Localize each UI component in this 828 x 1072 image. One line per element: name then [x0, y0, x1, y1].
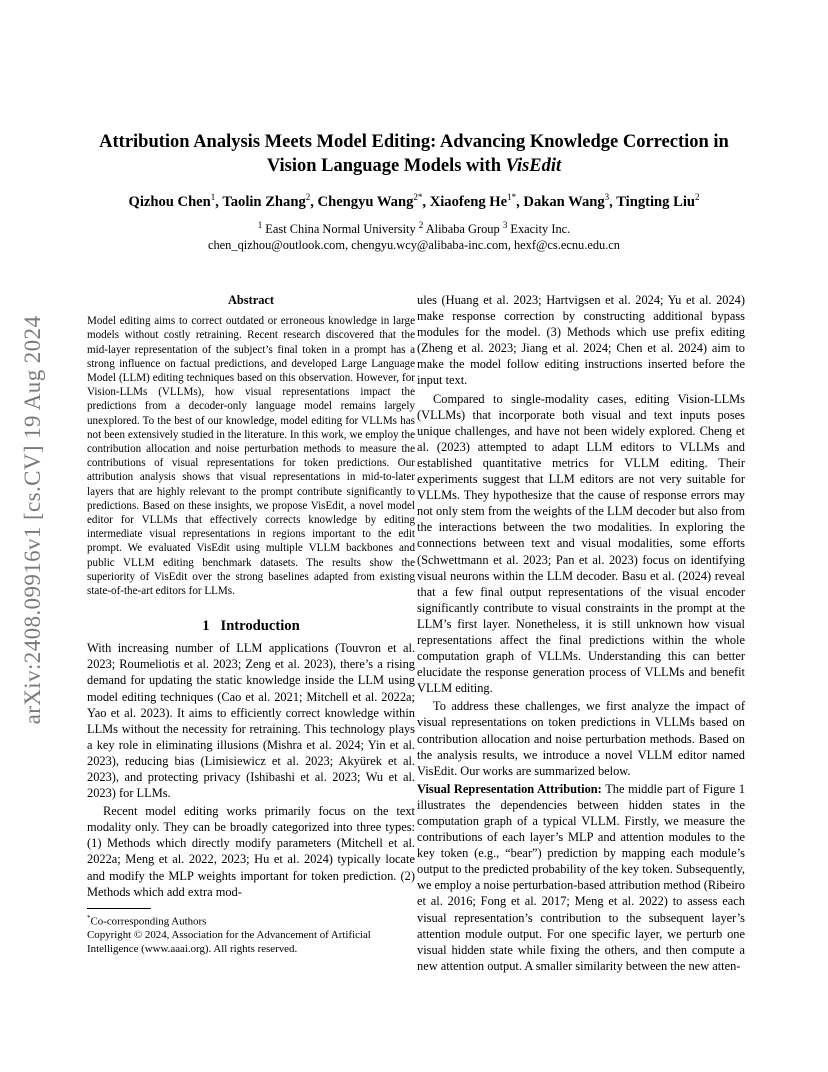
affil-marker: 3 — [502, 220, 508, 230]
abstract-text: Model editing aims to correct outdated or erroneous knowledge in large models without costly retraining. Recent research discovered that the mid-layer representation of the subject’s final token in a prompt has a strong influence on factual predictions, and developed Large Language Model (LLM) editing techniques based on this observation. However, for Vision-LLMs (VLLMs), how visual representations impact the predictions from a decoder-only language model remains largely unexplored. To the best of our knowledge, model editing for VLLMs has not been extensively studied in the literature. In this work, we employ the contribution allocation and noise perturbation methods to measure the contributions of visual representations for token predictions. Our attribution analysis shows that visual representations in mid-to-later layers that are highly relevant to the prompt contribute significantly to predictions. Based on these insights, we propose VisEdit, a novel model editor for VLLMs that effectively corrects knowledge by editing intermediate visual representations in regions important to the edit prompt. We evaluated VisEdit using multiple VLLM backbones and public VLLM editing benchmark datasets. The results show the superiority of VisEdit over the strong baselines adapted from existing state-of-the-art editors for LLMs. — [87, 315, 415, 597]
author-affil-marker: 2 — [305, 192, 311, 202]
vra-heading: Visual Representation Attribution: — [417, 781, 602, 796]
footnote-note-text: Co-corresponding Authors — [90, 915, 207, 928]
emails: chen_qizhou@outlook.com, chengyu.wcy@alibaba-inc.com, hexf@cs.ecnu.edu.cn — [207, 238, 620, 253]
author-affil-marker: 1 — [210, 192, 216, 202]
paper-title — [70, 130, 758, 178]
title-line-2-text: Vision Language Models with — [266, 156, 506, 176]
left-column — [87, 292, 415, 900]
vra-text: The middle part of Figure 1 illustrates the dependencies between hidden states in the computation graph of a typical VLLM. Firstly, we measure the contributions of each layer’s MLP and attention modules to the key token (e.g., “bear”) prediction by mapping each module’s output to the predicted probability of the key token. Subsequently, we employ a noise perturbation-based attribution method (Ribeiro et al. 2016; Fong et al. 2017; Meng et al. 2022) to assess each visual representation’s contribution to the subsequent layer’s attention module output. For one specific layer, we perturb one visual hidden state while fixing the others, and then compute a new attention output. A smaller similarity between the new atten- — [417, 781, 746, 973]
arxiv-stamp-text: arXiv:2408.09916v1 [cs.CV] 19 Aug 2024 — [20, 315, 45, 725]
title-line-1: Attribution Analysis Meets Model Editing: Advancing Knowledge Correction in — [99, 132, 729, 152]
author-name: Tingting Liu — [616, 193, 696, 210]
right-column — [417, 292, 745, 974]
section-number: 1 — [202, 618, 210, 635]
copyright-notice: Copyright © 2024, Association for the Advancement of Artificial Intelligence (www.aaai.org). All rights reserved. — [87, 929, 371, 955]
affil-name: Alibaba Group — [423, 222, 500, 237]
abstract-heading: Abstract — [227, 293, 275, 307]
affil-name: East China Normal University — [262, 222, 416, 237]
author-name: Chengyu Wang — [317, 193, 414, 210]
author-list: Qizhou Chen$^1$, Taolin Zhang$^2$, Chengyu Wang$^{2*}$, Xiaofeng $He^{1*}$, Dakan Wang$^3$, Tingting Liu$^2$ — [128, 192, 700, 210]
author-name: Qizhou Chen — [128, 193, 211, 210]
right-paragraph-1: ules (Huang et al. 2023; Hartvigsen et al. 2024; Yu et al. 2024) make response correction by constructing additional bypass modules for the model. (3) Methods which use prefix editing (Zheng et al. 2023; Jiang et al. 2024; Chen et al. 2024) aim to make the model follow editing instructions inserted before the input text. — [417, 293, 745, 388]
title-line-2 — [70, 154, 758, 178]
author-name: Dakan Wang — [523, 193, 605, 210]
section-heading — [87, 618, 415, 634]
affiliations — [60, 217, 768, 237]
author-affil-marker: 2* — [413, 192, 423, 202]
footnote-marker: * — [87, 914, 91, 922]
affil-name: Exacity Inc. — [507, 222, 571, 237]
section-title: Introduction — [220, 618, 300, 635]
author-affil-marker: 1* — [507, 192, 517, 202]
author-affil-marker: 2 — [695, 192, 700, 202]
author-name: Taolin Zhang — [222, 193, 306, 210]
footnote-rule — [87, 908, 151, 909]
author-affil-marker: 3 — [604, 192, 610, 202]
title-line-2-italic: VisEdit — [505, 156, 562, 176]
footnote-block — [87, 908, 415, 956]
intro-paragraph-2: Recent model editing works primarily focus on the text modality only. They can be broadly categorized into three types: (1) Methods which directly modify parameters (Mitchell et al. 2022a; Meng et al. 2022, 2023; Hu et al. 2024) typically locate and modify the MLP weights important for token prediction. (2) Methods which add extra mod- — [87, 804, 415, 899]
footnote-note — [87, 912, 415, 929]
affiliations-block — [60, 217, 768, 253]
intro-paragraph-1: With increasing number of LLM applications (Touvron et al. 2023; Roumeliotis et al. 2023; Zeng et al. 2023), there’s a rising demand for updating the static knowledge inside the LLM using model editing techniques (Cao et al. 2021; Mitchell et al. 2022a; Yao et al. 2023). It aims to efficiently correct knowledge within LLMs without the necessity for retraining. This technology plays a key role in eliminating illusions (Mishra et al. 2024; Yin et al. 2023), reducing bias (Limisiewicz et al. 2023; Akyürek et al. 2023), and protecting privacy (Ishibashi et al. 2023; Wu et al. 2023) for LLMs. — [87, 641, 415, 801]
arxiv-stamp — [20, 280, 46, 760]
affil-marker: 1 — [257, 220, 263, 230]
right-paragraph-3: To address these challenges, we first analyze the impact of visual representations on token predictions in VLLMs based on contribution allocation and noise perturbation methods. Based on the analysis results, we introduce a novel VLLM editor named VisEdit. Our works are summarized below. — [417, 699, 745, 778]
vra-paragraph — [417, 781, 745, 974]
author-name: Xiaofeng He — [429, 193, 508, 210]
affil-marker: 2 — [418, 220, 424, 230]
right-paragraph-2: Compared to single-modality cases, editing Vision-LLMs (VLLMs) that incorporate both visual and text inputs poses unique challenges, and have not been widely explored. Cheng et al. (2023) attempted to adapt LLM editors to VLLMs and established quantitative metrics for VLLM editing. Their experiments suggest that LLM editors are not very suitable for VLLMs. They hypothesize that the cause of response errors may not only stem from the weights of the LLM decoder but also from the interactions between the two modalities. In exploring the connections between text and visual modalities, some efforts (Schwettmann et al. 2023; Pan et al. 2023) focus on identifying visual neurons within the LLM decoder. Basu et al. (2024) reveal that a few final output representations of the visual encoder significantly contribute to visual constraints in the prompt at the LLM’s first layer. Nonetheless, it is still unknown how visual representations affect the final predictions within the whole computation graph of VLLMs. Understanding this can better elucidate the response generation process of VLLMs and benefit VLLM editing. — [417, 391, 745, 696]
